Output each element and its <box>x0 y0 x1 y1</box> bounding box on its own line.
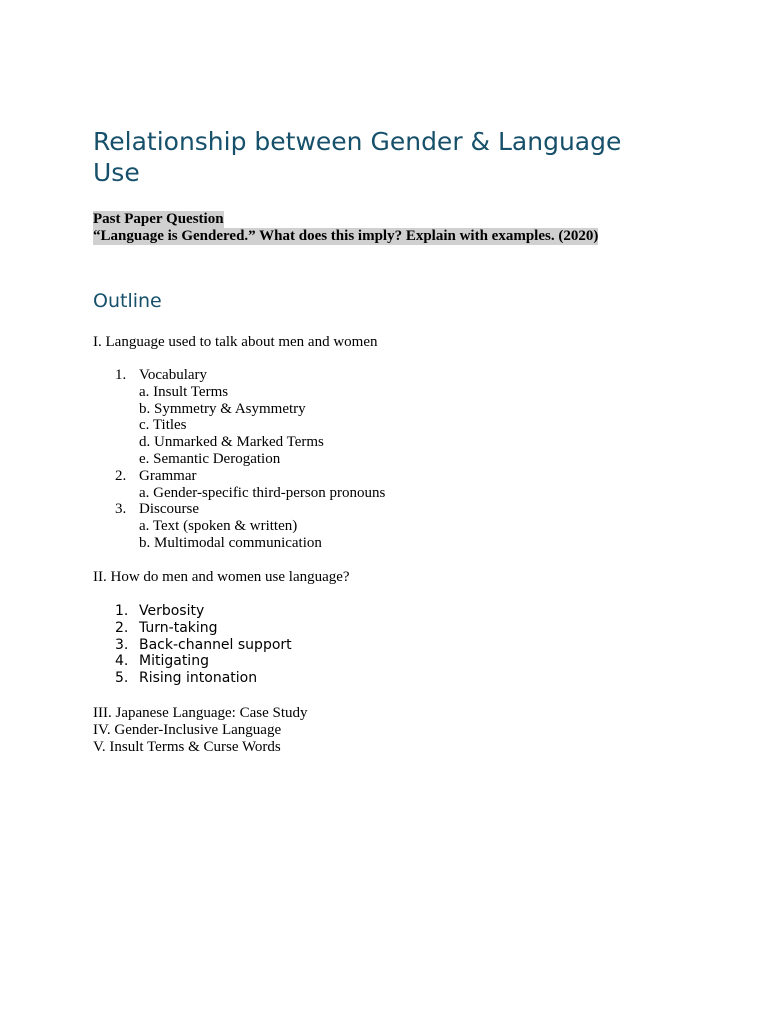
list-number: 4. <box>115 653 129 670</box>
list-item <box>115 620 292 637</box>
sub-item: e. Semantic Derogation <box>139 450 281 467</box>
list-item-label: Mitigating <box>139 653 209 670</box>
list-item-label: Discourse <box>139 501 199 518</box>
section-1-list <box>115 367 385 552</box>
sub-item: a. Text (spoken & written) <box>139 518 298 535</box>
list-item-label: Turn-taking <box>139 619 218 636</box>
list-number: 3. <box>115 636 129 653</box>
list-item <box>115 653 292 670</box>
outline-heading: Outline <box>93 290 162 312</box>
sub-item: a. Insult Terms <box>139 383 229 400</box>
list-item-label: Vocabulary <box>139 367 208 383</box>
list-item-vocabulary <box>115 367 385 384</box>
section-3-heading: III. Japanese Language: Case Study <box>93 705 308 721</box>
list-item-label: Grammar <box>139 467 197 484</box>
section-2-list <box>115 603 292 687</box>
list-item-discourse <box>115 501 385 518</box>
list-item-label: Rising intonation <box>139 670 258 687</box>
sub-item: d. Unmarked & Marked Terms <box>139 434 324 451</box>
sub-item: b. Symmetry & Asymmetry <box>139 400 306 417</box>
list-item <box>115 670 292 687</box>
list-number: 5. <box>115 670 129 687</box>
sub-item: a. Gender-specific third-person pronouns <box>139 484 386 501</box>
list-item-grammar <box>115 468 385 485</box>
sub-item: c. Titles <box>139 417 187 434</box>
sub-item: b. Multimodal communication <box>139 534 322 551</box>
list-item <box>115 603 292 620</box>
list-number: 2. <box>115 619 129 636</box>
list-number: 2. <box>115 467 127 484</box>
section-5-heading: V. Insult Terms & Curse Words <box>93 738 281 755</box>
list-number: 3. <box>115 501 127 518</box>
section-1-heading: I. Language used to talk about men and women <box>93 334 378 350</box>
list-number: 1. <box>115 603 129 619</box>
page-title: Relationship between Gender & Language Use <box>93 127 622 187</box>
past-paper-question-text: “Language is Gendered.” What does this imply? Explain with examples. (2020) <box>93 228 599 244</box>
section-2-heading: II. How do men and women use language? <box>93 569 350 585</box>
past-paper-label: Past Paper Question <box>93 211 224 227</box>
remaining-sections <box>93 705 308 755</box>
list-item-label: Verbosity <box>139 603 205 619</box>
past-paper-question-block <box>93 211 598 245</box>
list-item-label: Back-channel support <box>139 636 292 653</box>
list-number: 1. <box>115 367 127 383</box>
section-4-heading: IV. Gender-Inclusive Language <box>93 721 282 738</box>
list-item <box>115 637 292 654</box>
